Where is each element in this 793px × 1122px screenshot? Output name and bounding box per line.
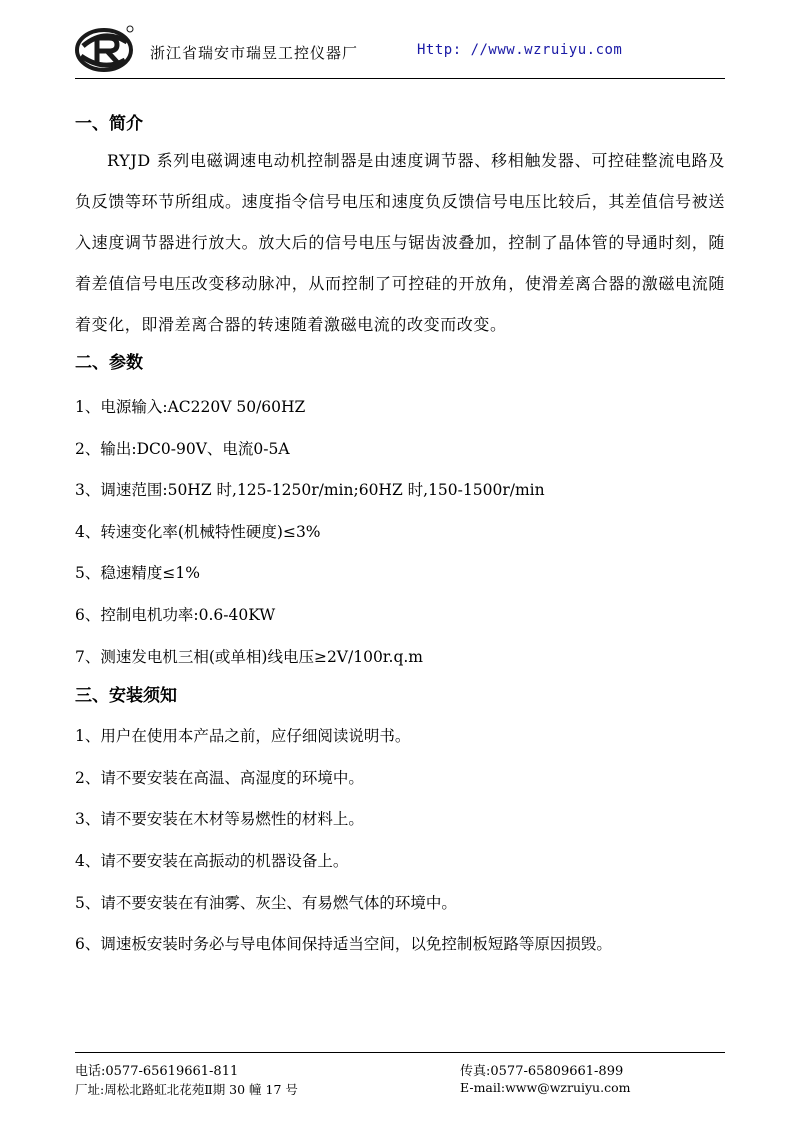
document-body	[75, 108, 725, 966]
list-item: 2、请不要安装在高温、高湿度的环境中。	[75, 768, 364, 787]
footer-phone: 电话:0577-65619661-811	[75, 1064, 239, 1079]
list-item: 1、电源输入:AC220V 50/60HZ	[75, 398, 306, 416]
list-item: 6、控制电机功率:0.6-40KW	[75, 605, 276, 624]
list-item: 5、请不要安装在有油雾、灰尘、有易燃气体的环境中。	[75, 893, 457, 912]
list-item: 2、输出:DC0-90V、电流0-5A	[75, 439, 290, 458]
footer-address: 厂址:周松北路虹北花苑Ⅱ期 30 幢 17 号	[75, 1082, 298, 1097]
section-parameters	[75, 347, 725, 678]
footer-fax: 传真:0577-65809661-899	[460, 1064, 624, 1079]
list-item: 4、请不要安装在高振动的机器设备上。	[75, 851, 349, 870]
list-item: 6、调速板安装时务必与导电体间保持适当空间，以免控制板短路等原因损毁。	[75, 935, 612, 954]
company-logo	[75, 24, 135, 72]
footer-divider	[75, 1052, 725, 1053]
company-name: 浙江省瑞安市瑞昱工控仪器厂	[150, 44, 359, 62]
section-heading: 三、安装须知	[75, 686, 177, 707]
section-intro	[75, 108, 725, 345]
website-link[interactable]: Http: //www.wzruiyu.com	[417, 42, 623, 58]
section-heading: 二、参数	[75, 353, 143, 373]
section-installation	[75, 680, 725, 966]
list-item: 3、请不要安装在木材等易燃性的材料上。	[75, 810, 364, 829]
footer-email[interactable]: E-mail:www@wzruiyu.com	[460, 1080, 631, 1095]
list-item: 5、稳速精度≤1%	[75, 564, 200, 583]
list-item: 3、调速范围:50HZ 时,125-1250r/min;60HZ 时,150-1500r/min	[75, 481, 545, 500]
page-header	[75, 20, 725, 80]
section-heading: 一、简介	[75, 114, 143, 134]
intro-paragraph: RYJD 系列电磁调速电动机控制器是由速度调节器、移相触发器、可控硅整流电路及负反馈等环节所组成。速度指令信号电压和速度负反馈信号电压比较后，其差值信号被送入速度调节器进行放大。放大后的信号电压与锯齿波叠加，控制了晶体管的导通时刻，随着差值信号电压改变移动脉冲，从而控制了可控硅的开放角，使滑差离合器的激磁电流随着变化，即滑差离合器的转速随着激磁电流的改变而改变。	[75, 151, 725, 334]
list-item: 1、用户在使用本产品之前，应仔细阅读说明书。	[75, 727, 411, 746]
list-item: 7、测速发电机三相(或单相)线电压≥2V/100r.q.m	[75, 647, 423, 666]
list-item: 4、转速变化率(机械特性硬度)≤3%	[75, 522, 321, 541]
header-divider	[75, 78, 725, 79]
